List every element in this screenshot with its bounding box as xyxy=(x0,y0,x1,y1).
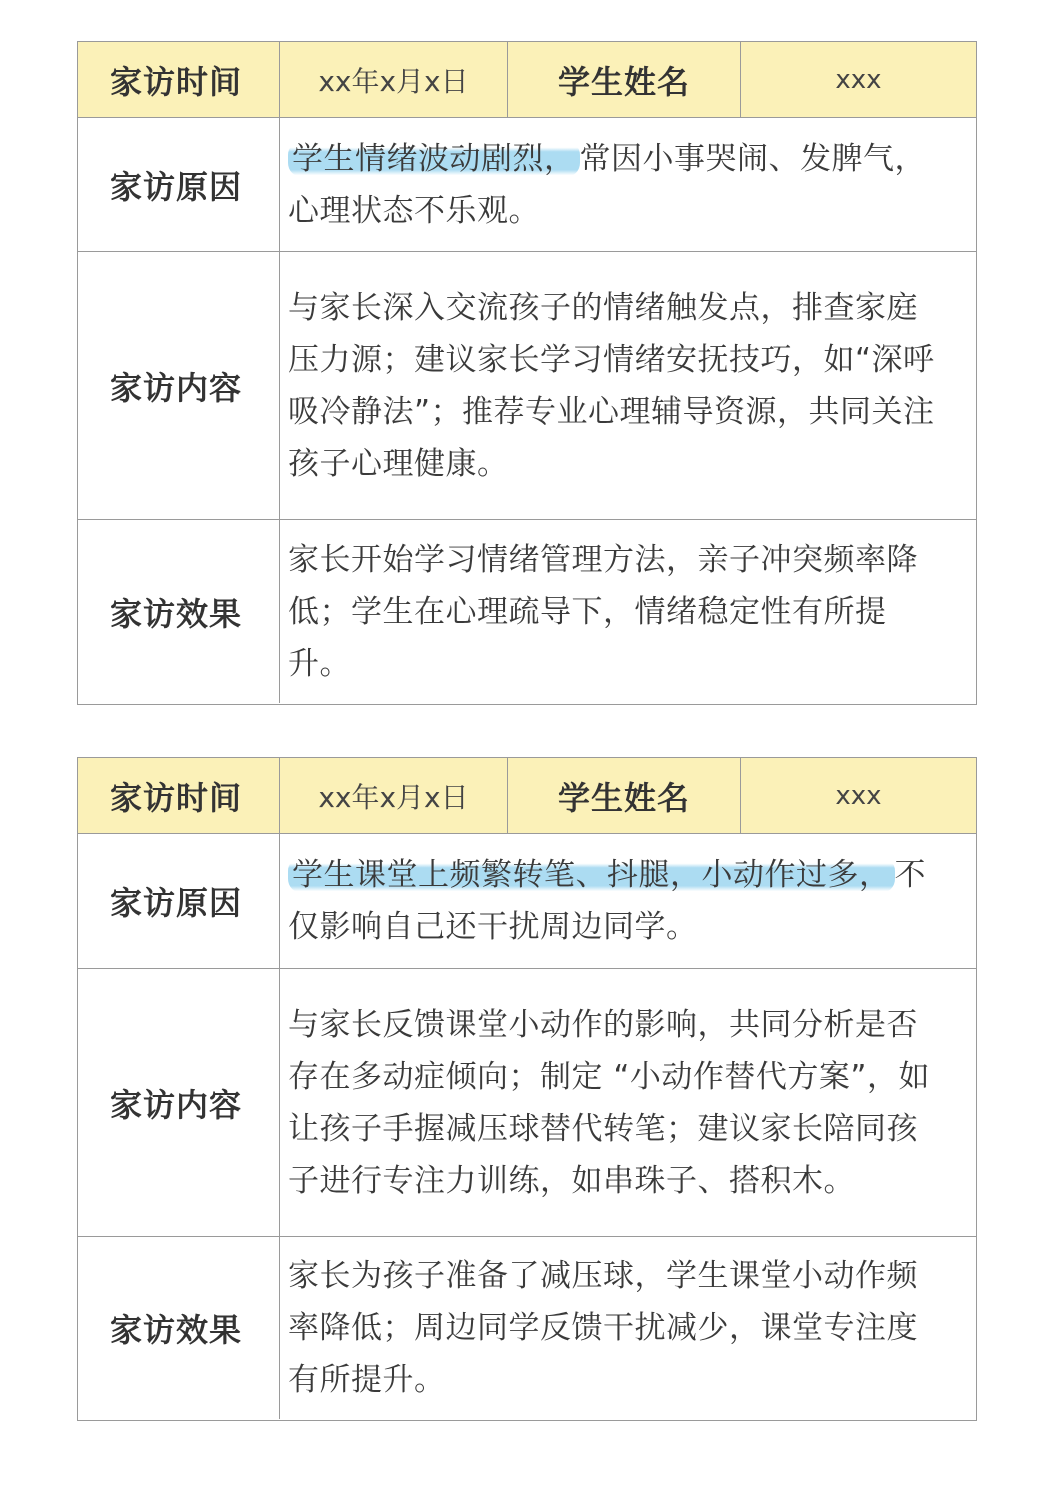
effect-paragraph: 家长开始学习情绪管理方法，亲子冲突频率降低；学生在心理疏导下，情绪稳定性有所提升。 xyxy=(288,541,918,682)
effect-row xyxy=(78,1236,976,1419)
student-name-value: xxx xyxy=(835,64,882,95)
visit-content-text xyxy=(280,252,976,519)
visit-reason-text xyxy=(280,118,976,251)
reason-highlight: 学生情绪波动剧烈， xyxy=(288,141,580,177)
visit-reason-label: 家访原因 xyxy=(78,118,280,251)
visit-time-label: 家访时间 xyxy=(78,42,280,117)
student-name-value: xxx xyxy=(835,780,882,811)
content-row xyxy=(78,968,976,1236)
home-visit-record-2 xyxy=(77,757,977,1421)
visit-reason-label: 家访原因 xyxy=(78,834,280,968)
reason-rest: 常因小事哭闹、发脾气，心理状态不乐观。 xyxy=(288,140,926,229)
effect-row xyxy=(78,519,976,703)
student-name-label: 学生姓名 xyxy=(508,758,741,833)
header-row xyxy=(78,758,976,833)
visit-content-text xyxy=(280,969,976,1236)
reason-row xyxy=(78,833,976,968)
visit-effect-text xyxy=(280,520,976,703)
header-row xyxy=(78,42,976,117)
effect-paragraph: 家长为孩子准备了减压球，学生课堂小动作频率降低；周边同学反馈干扰减少，课堂专注度有所提升。 xyxy=(288,1258,918,1398)
visit-effect-label: 家访效果 xyxy=(78,1237,280,1419)
visit-effect-label: 家访效果 xyxy=(78,520,280,703)
visit-time-value: xx年x月x日 xyxy=(280,758,508,833)
visit-content-label: 家访内容 xyxy=(78,252,280,519)
visit-reason-text xyxy=(280,834,976,968)
visit-effect-text xyxy=(280,1237,976,1419)
visit-time-label: 家访时间 xyxy=(78,758,280,833)
reason-highlight: 学生课堂上频繁转笔、抖腿，小动作过多， xyxy=(288,857,895,893)
student-name-label: 学生姓名 xyxy=(508,42,741,117)
visit-time-value: xx年x月x日 xyxy=(280,42,508,117)
reason-rest: 不仅影响自己还干扰周边同学。 xyxy=(288,857,926,945)
content-row xyxy=(78,251,976,519)
content-paragraph: 与家长反馈课堂小动作的影响，共同分析是否存在多动症倾向；制定 “小动作替代方案”，如让孩子手握减压球替代转笔；建议家长陪同孩子进行专注力训练，如串珠子、搭积木。 xyxy=(288,1006,930,1199)
visit-content-label: 家访内容 xyxy=(78,969,280,1236)
reason-row xyxy=(78,117,976,251)
home-visit-record-1 xyxy=(77,41,977,705)
content-paragraph: 与家长深入交流孩子的情绪触发点，排查家庭压力源；建议家长学习情绪安抚技巧，如“深呼吸冷静法”；推荐专业心理辅导资源，共同关注孩子心理健康。 xyxy=(288,289,935,482)
